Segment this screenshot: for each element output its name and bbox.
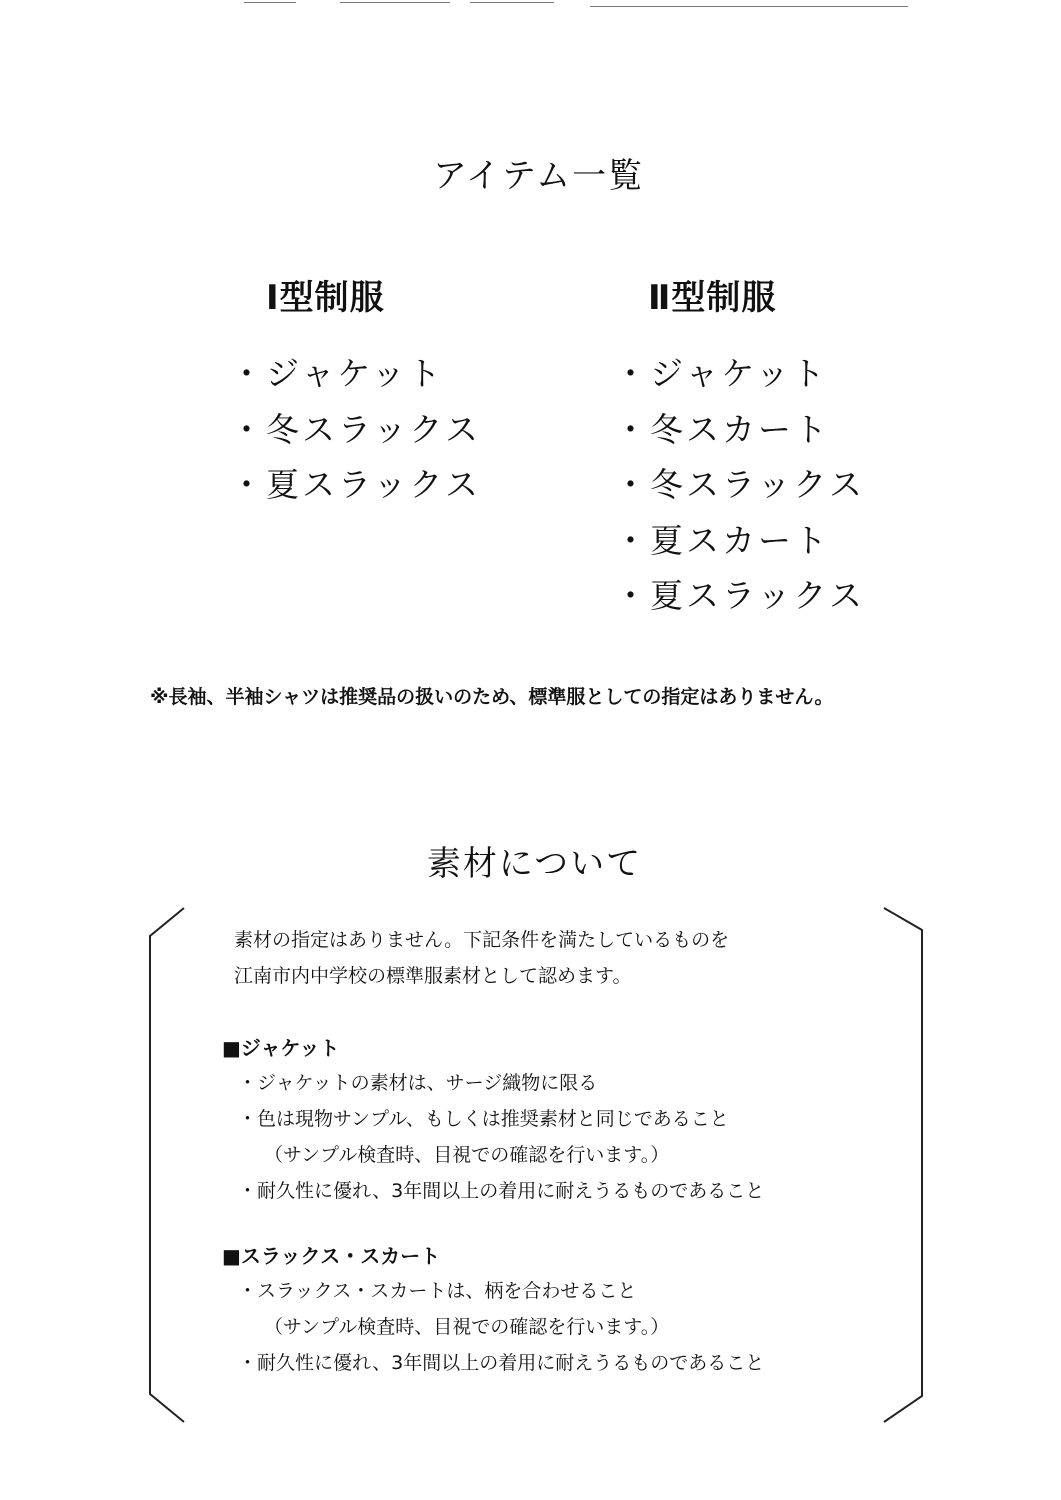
- slacks-skirt-heading: ■スラックス・スカート: [222, 1244, 441, 1268]
- shirt-note: ※長袖、半袖シャツは推奨品の扱いのため、標準服としての指定はありません。: [150, 686, 834, 708]
- slacks-skirt-rules: [238, 1273, 764, 1381]
- list-item: ・冬スラックス: [230, 409, 482, 449]
- material-intro: [234, 922, 729, 994]
- list-item: ・冬スラックス: [614, 465, 866, 504]
- list-item: ・夏スラックス: [230, 465, 482, 504]
- rule-subnote: （サンプル検査時、目視での確認を行います。）: [264, 1316, 670, 1338]
- items-title: アイテム一覧: [432, 156, 645, 196]
- list-item: ・夏スカート: [614, 520, 830, 560]
- type1-heading: Ⅰ型制服: [266, 278, 385, 318]
- scan-artifact: [340, 2, 450, 3]
- rule-item: ・耐久性に優れ、3年間以上の着用に耐えうるものであること: [238, 1180, 765, 1202]
- type2-heading: Ⅱ型制服: [648, 278, 777, 318]
- material-title: 素材について: [426, 844, 643, 884]
- list-item: ・夏スラックス: [614, 576, 866, 615]
- jacket-heading: ■ジャケット: [222, 1036, 340, 1060]
- scan-artifact: [590, 6, 908, 7]
- rule-subnote: （サンプル検査時、目視での確認を行います。）: [264, 1144, 670, 1166]
- rule-item: ・ジャケットの素材は、サージ織物に限る: [238, 1072, 598, 1094]
- type1-item-list: [230, 356, 481, 523]
- intro-line-1: 素材の指定はありません。下記条件を満たしているものを: [234, 929, 730, 951]
- list-item: ・ジャケット: [230, 354, 444, 393]
- list-item: ・ジャケット: [614, 354, 828, 393]
- scan-artifact: [470, 2, 554, 3]
- rule-item: ・色は現物サンプル、もしくは推奨素材と同じであること: [238, 1108, 729, 1130]
- scan-artifact: [244, 2, 296, 3]
- intro-line-2: 江南市内中学校の標準服素材として認めます。: [234, 965, 632, 987]
- type2-item-list: [614, 356, 865, 634]
- rule-item: ・耐久性に優れ、3年間以上の着用に耐えうるものであること: [238, 1352, 765, 1374]
- left-bracket: [144, 906, 188, 1426]
- list-item: ・冬スカート: [614, 409, 830, 449]
- jacket-rules: [238, 1065, 764, 1209]
- rule-item: ・スラックス・スカートは、柄を合わせること: [238, 1280, 637, 1302]
- right-bracket: [878, 906, 926, 1426]
